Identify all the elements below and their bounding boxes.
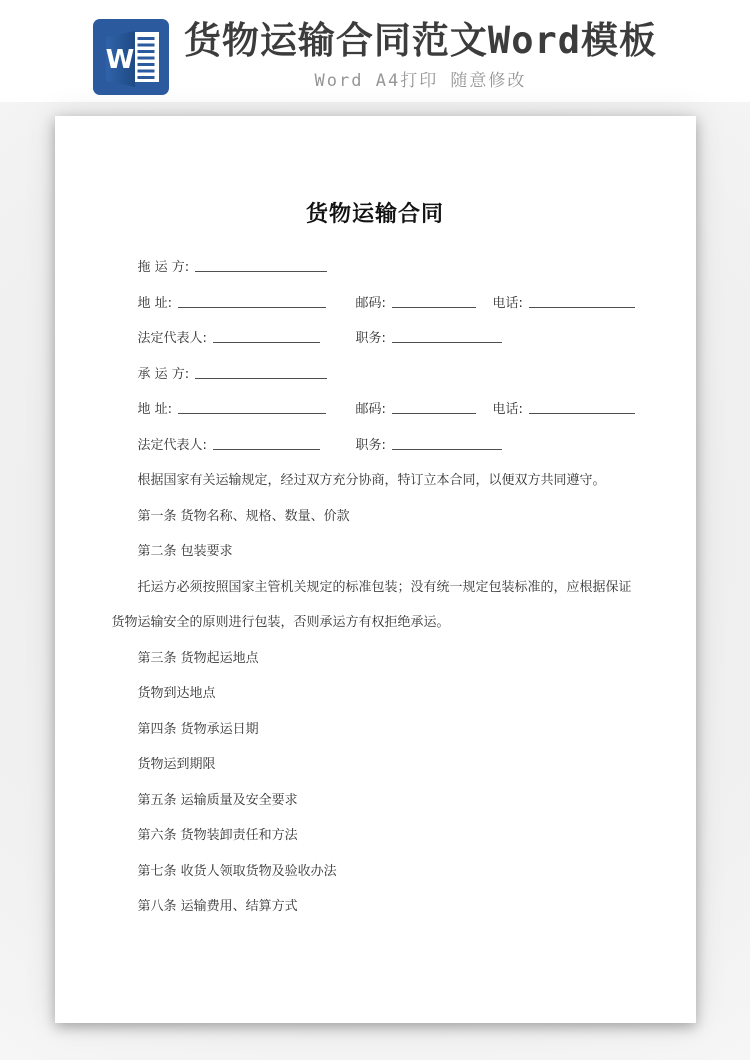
- phone-blank-line: [529, 402, 635, 414]
- field-row-carrier-legal-rep: [112, 428, 639, 464]
- clause-paragraph: 第四条 货物承运日期: [137, 721, 259, 737]
- clause-paragraph: 根据国家有关运输规定，经过双方充分协商，特订立本合同，以便双方共同遵守。: [137, 473, 606, 488]
- clause-paragraph: 第六条 货物装卸责任和方法: [137, 828, 298, 843]
- shipper-blank-line: [195, 260, 327, 272]
- address-blank-line: [178, 402, 326, 414]
- postcode-label: 邮码:: [355, 295, 386, 311]
- clause-paragraph: 货物到达地点: [137, 686, 216, 701]
- carrier-label: 承 运 方:: [137, 366, 190, 382]
- clause-paragraph: 第八条 运输费用、结算方式: [137, 899, 298, 914]
- legal-rep-label: 法定代表人:: [137, 331, 207, 346]
- duty-label: 职务:: [355, 437, 386, 453]
- clause-paragraph: 托运方必须按照国家主管机关规定的标准包装；没有统一规定包装标准的，应根据保证货物运输安全的原则进行包装，否则承运方有权拒绝承运。: [111, 579, 632, 630]
- clause-paragraph: 第一条 货物名称、规格、数量、价款: [137, 508, 350, 524]
- page-title: 货物运输合同范文Word模板: [183, 19, 658, 62]
- clause-paragraph: 第二条 包装要求: [137, 544, 233, 559]
- postcode-blank-line: [392, 402, 476, 414]
- clause-paragraph: 第七条 收货人领取货物及验收办法: [137, 863, 337, 879]
- clause-paragraph: 第三条 货物起运地点: [137, 650, 259, 666]
- duty-blank-line: [392, 438, 502, 450]
- word-icon-letter: W: [105, 45, 135, 75]
- preview-stage: [0, 102, 750, 1060]
- carrier-blank-line: [195, 367, 327, 379]
- address-label: 地 址:: [137, 295, 173, 311]
- phone-blank-line: [529, 296, 635, 308]
- clause-paragraph: 货物运到期限: [137, 757, 216, 772]
- field-row-shipper-address: [112, 286, 639, 322]
- word-logo-icon: [93, 19, 169, 95]
- legal-rep-blank-line: [213, 438, 320, 450]
- phone-label: 电话:: [492, 402, 523, 417]
- address-blank-line: [178, 296, 326, 308]
- document-title: 货物运输合同: [305, 202, 444, 227]
- duty-label: 职务:: [355, 331, 386, 346]
- field-row-carrier-address: [112, 392, 639, 428]
- contract-clauses: [112, 463, 639, 925]
- site-header: [0, 0, 750, 102]
- phone-label: 电话:: [492, 295, 523, 311]
- postcode-blank-line: [392, 296, 476, 308]
- document-page: [55, 116, 696, 1023]
- address-label: 地 址:: [137, 402, 173, 417]
- contract-fields: [112, 250, 639, 463]
- duty-blank-line: [392, 331, 502, 343]
- clause-paragraph: 第五条 运输质量及安全要求: [137, 792, 298, 808]
- shipper-label: 拖 运 方:: [137, 260, 190, 275]
- field-row-carrier: [112, 357, 639, 393]
- page-subtitle: Word A4打印 随意修改: [314, 71, 527, 91]
- field-row-shipper: [112, 250, 639, 286]
- postcode-label: 邮码:: [355, 402, 386, 417]
- field-row-shipper-legal-rep: [112, 321, 639, 357]
- legal-rep-label: 法定代表人:: [137, 437, 207, 453]
- legal-rep-blank-line: [213, 331, 320, 343]
